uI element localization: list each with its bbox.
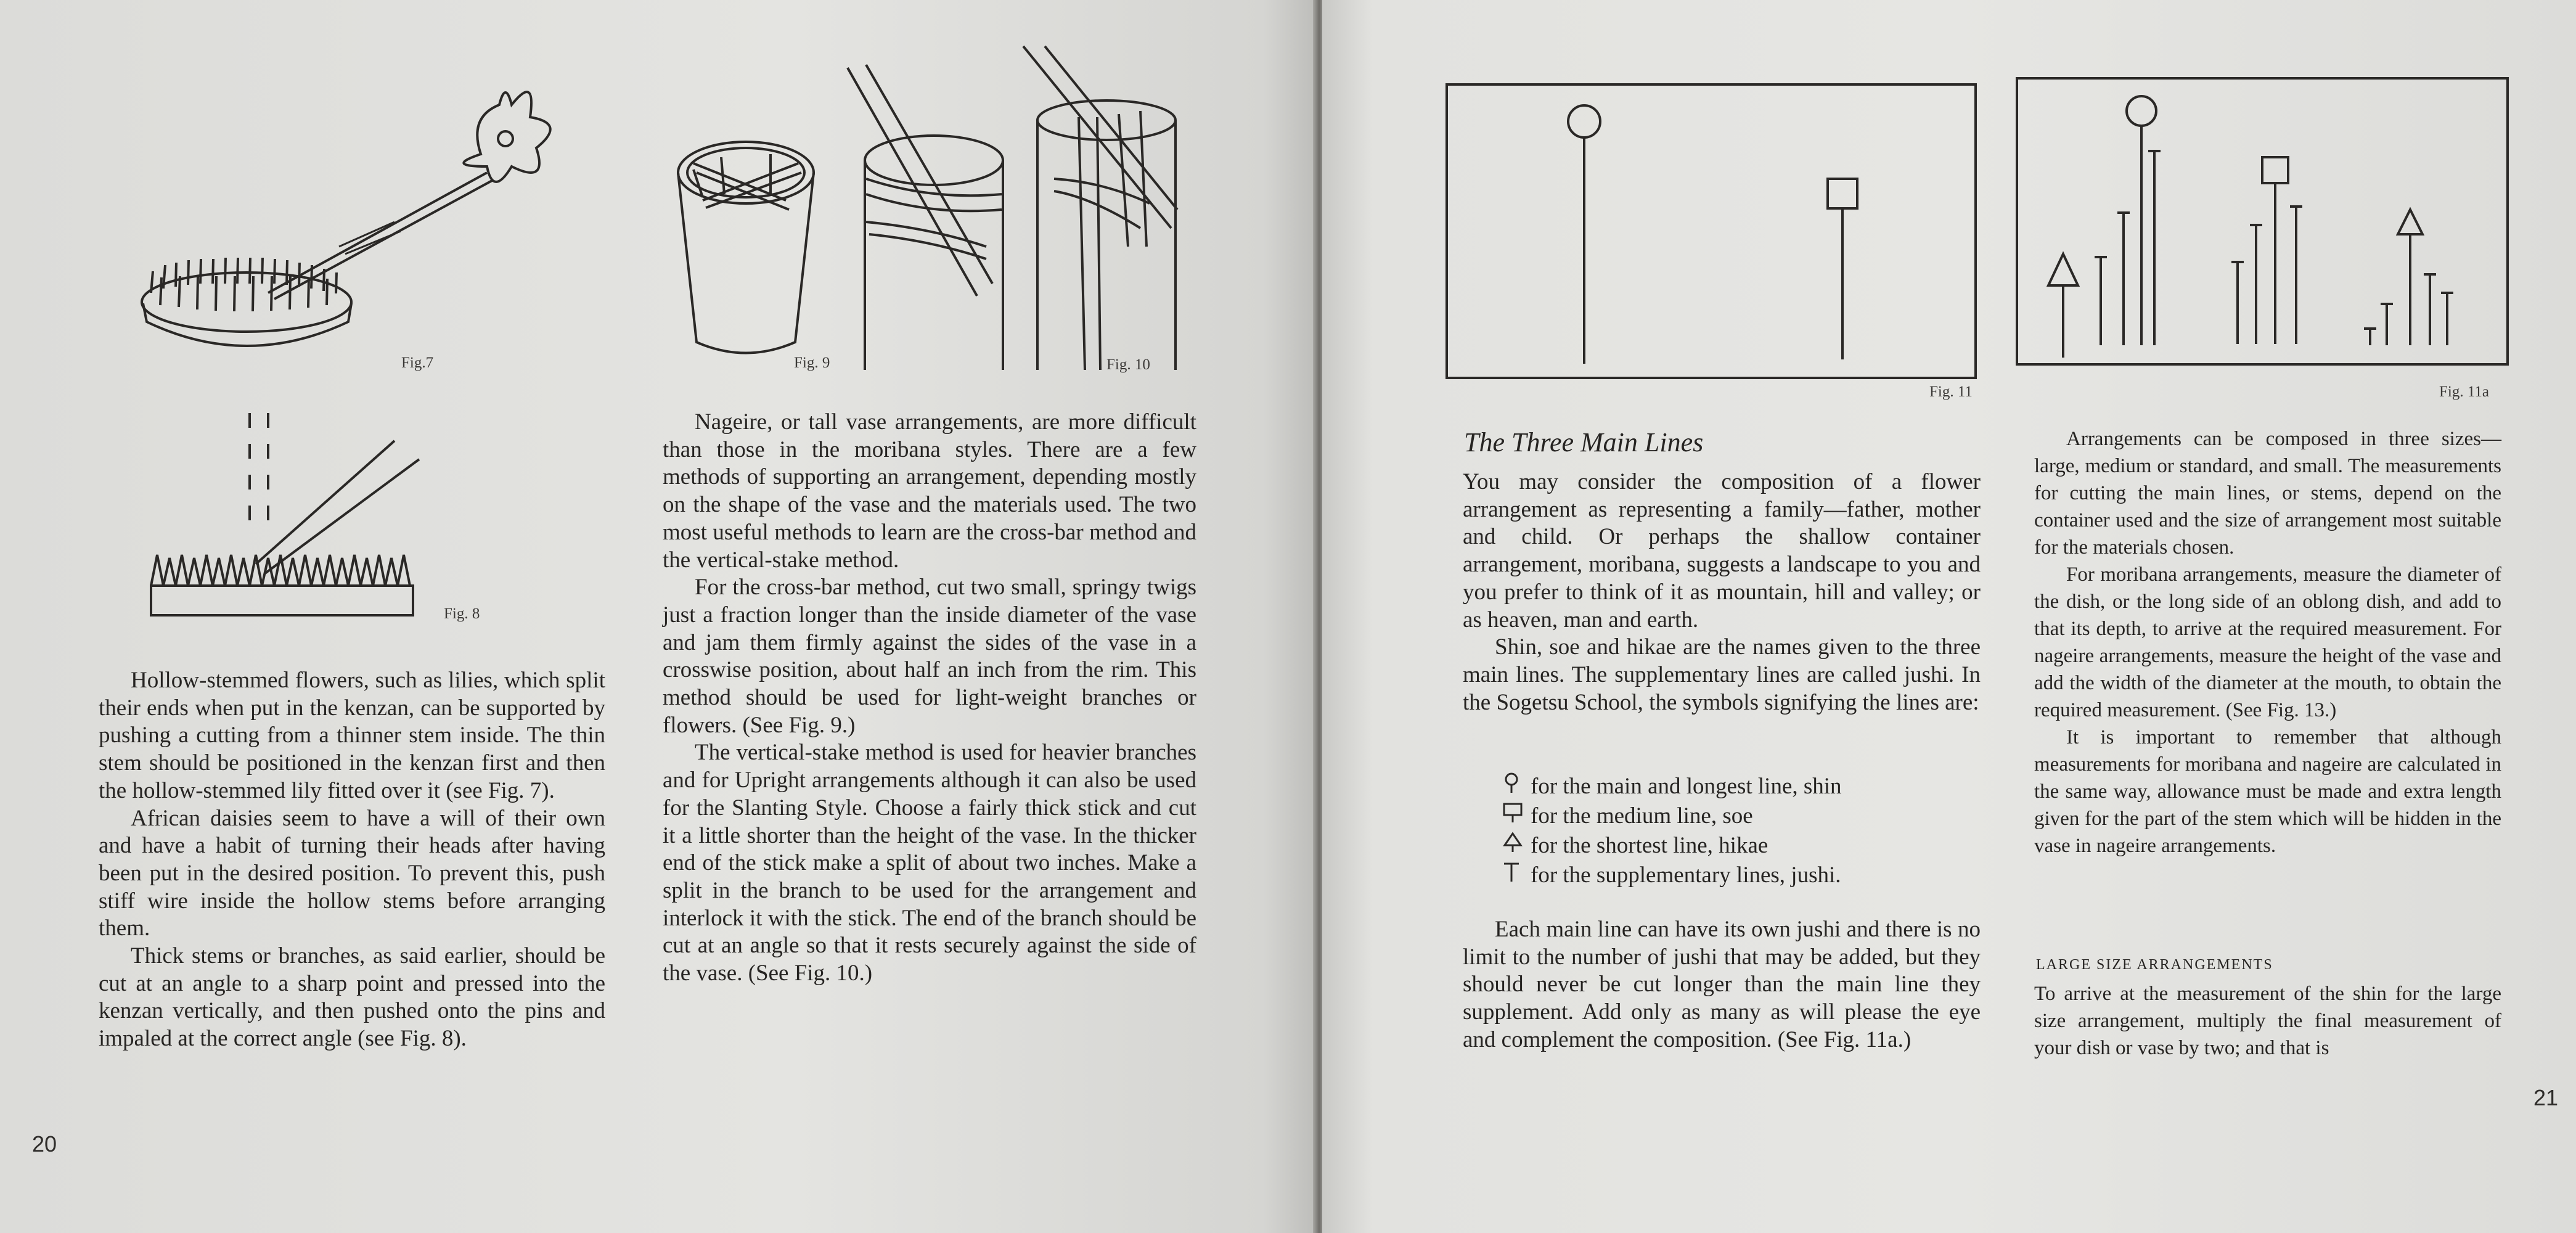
fig9-illustration (678, 139, 820, 367)
paragraph: You may consider the composition of a flower arrangement as representing a family—father, mother and child. Or perhaps the shallow container arrangement, moribana, suggests a landscape to you and you prefer to think of it as mountain, hill and valley; or as heaven, man and earth. (1463, 469, 1981, 633)
right-page (1322, 0, 2576, 1233)
right-column-1-text-after (1463, 916, 1981, 1054)
right-column-2-text-after (2034, 980, 2501, 1062)
paragraph: To arrive at the measurement of the shin for the large size arrangement, multiply the final measurement of your dish or vase by two; and that is (2034, 983, 2501, 1059)
section-heading: The Three Main Lines (1464, 427, 1704, 457)
fig10-vase-b-illustration (1017, 43, 1202, 376)
right-column-1-text (1463, 469, 1981, 716)
paragraph: For the cross-bar method, cut two small, springy twigs just a fraction longer than the inside diameter of the vase and jam them firmly against the sides of the vase in a crosswise position, about half an inch from the rim. This method should be used for light-weight branches or flowers. (See Fig. 9.) (663, 575, 1196, 738)
fig11-label: Fig. 11 (1929, 383, 1973, 400)
symbol-row-soe (1502, 801, 1946, 831)
paragraph: African daisies seem to have a will of their own and have a habit of turning their heads after having been put in the desired position. To prevent this, push stiff wire inside the hollow stems before arranging them. (99, 805, 605, 941)
t-bar-icon (1502, 861, 1531, 890)
large-size-subheading: LARGE SIZE ARRANGEMENTS (2036, 957, 2273, 973)
circle-on-stem-icon (1502, 772, 1531, 801)
left-column-1-text (99, 667, 605, 1053)
page-number-left: 20 (32, 1131, 57, 1157)
fig7-label: Fig.7 (401, 354, 434, 371)
paragraph: The vertical-stake method is used for heavier branches and for Upright arrangements although it can also be used for the Slanting Style. Choose a fairly thick stick and cut it a little shorter than the height of the vase. In the thicker end of the stick make a split of about two inches. Make a split in the branch to be used for the arrangement and interlock it with the stick. The end of the branch should be cut at an angle so that it rests securely against the side of the vase. (See Fig. 10.) (663, 740, 1196, 986)
paragraph: For moribana arrangements, measure the diameter of the dish, or the long side of an oblong dish, and add to that its depth, to arrive at the required measurement. For nageire arrangements, measure the height of the vase and add the width of the diameter at the mouth, to obtain the required measurement. (See Fig. 13.) (2034, 563, 2501, 721)
fig10-label: Fig. 10 (1106, 356, 1150, 373)
triangle-on-stem-icon (1502, 831, 1531, 861)
symbol-text: for the supplementary lines, jushi. (1531, 862, 1841, 888)
paragraph: Thick stems or branches, as said earlier, should be cut at an angle to a sharp point and pressed into the kenzan vertically, and then pushed onto the pins and impaled at the correct angle (see Fig. 8). (99, 943, 605, 1052)
symbol-row-shin (1502, 772, 1946, 801)
symbol-text: for the medium line, soe (1531, 803, 1753, 829)
fig11-illustration (1445, 83, 1977, 380)
paragraph: Nageire, or tall vase arrangements, are more difficult than those in the moribana styles. There are a few methods of supporting an arrangement, depending mostly on the shape of the vase and the materials used. The two most useful methods to learn are the cross-bar method and the vertical-stake method. (663, 409, 1196, 573)
symbol-text: for the shortest line, hikae (1531, 833, 1768, 858)
symbol-row-jushi (1502, 861, 1946, 890)
fig8-illustration (148, 407, 438, 623)
page-number-right: 21 (2533, 1085, 2559, 1110)
fig11a-illustration (2016, 77, 2509, 366)
paragraph: Each main line can have its own jushi and there is no limit to the number of jushi that may be added, but they should never be cut longer than the main line they supplement. Add only as many as will please the eye and complement the composition. (See Fig. 11a.) (1463, 917, 1981, 1052)
paragraph: It is important to remember that although measurements for moribana and nageire are calculated in the same way, allowance must be made and extra length given for the part of the stem which will be hidden in the vase in nageire arrangements. (2034, 726, 2501, 857)
symbol-row-hikae (1502, 831, 1946, 861)
left-column-2-text (663, 409, 1196, 988)
fig8-label: Fig. 8 (444, 605, 480, 622)
fig10-vase-a-illustration (844, 62, 1005, 376)
paragraph: Hollow-stemmed flowers, such as lilies, which split their ends when put in the kenzan, can be supported by pushing a cutting from a thinner stem inside. The thin stem should be positioned in the kenzan first and then the hollow-stemmed lily fitted over it (see Fig. 7). (99, 668, 605, 803)
fig7-illustration (136, 80, 604, 388)
square-on-stem-icon (1502, 801, 1531, 831)
fig9-label: Fig. 9 (794, 354, 830, 371)
right-column-2-text (2034, 425, 2501, 859)
line-symbols-list (1502, 772, 1946, 890)
paragraph: Shin, soe and hikae are the names given to the three main lines. The supplementary lines are called jushi. In the Sogetsu School, the symbols signifying the lines are: (1463, 634, 1981, 715)
fig11a-label: Fig. 11a (2439, 383, 2490, 400)
paragraph: Arrangements can be composed in three sizes—large, medium or standard, and small. The measurements for cutting the main lines, or stems, depend on the container used and the size of arrangement most suitable for the materials chosen. (2034, 428, 2501, 559)
symbol-text: for the main and longest line, shin (1531, 774, 1842, 799)
